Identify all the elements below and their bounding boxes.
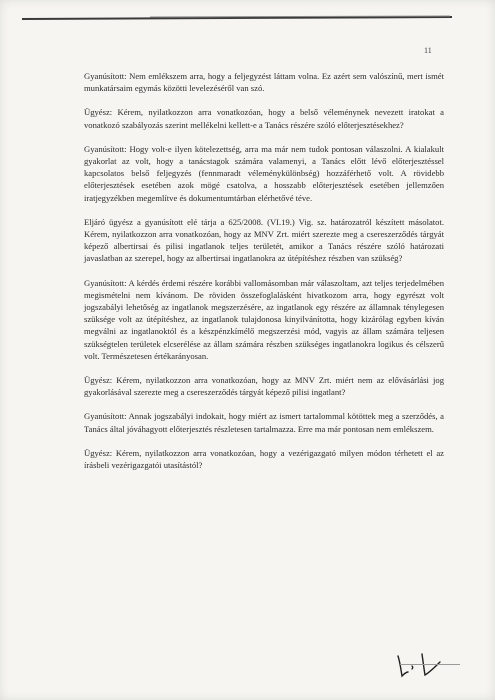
signature-line xyxy=(400,664,460,665)
paragraph: Gyanúsított: Hogy volt-e ilyen kötelezettség, arra ma már nem tudok pontosan válaszolni. A kialakult gyakorlat az volt, hogy a tanácstagok számára valamenyi, a Tanács előtt lévő előterjesztéssel kapcsolatos belső feljegyzés (fennmaradt véleménykülönbség) hozzáférhető volt. A rövidebb előterjesztések esetében azok mögé csatolva, a hosszabb előterjesztések esetében jellemzően iratjegyzékben megemlítve és dokumentumtárban elérhetővé téve. xyxy=(84,143,444,203)
paragraph: Ügyész: Kérem, nyilatkozzon arra vonatkozóan, hogy az MNV Zrt. miért nem az elővásárlási jog gyakorlásával szerezte meg a csereszerződés tárgyát képező pilisi ingatlant? xyxy=(84,375,444,398)
page-number: 11 xyxy=(424,46,432,55)
paragraph: Gyanúsított: A kérdés érdemi részére korábbi vallomásomban már válaszoltam, azt teljes terjedelmében megismételni nem kívánom. De röviden összefoglalásként hivatkozom arra, hogy egyrészt volt jogszabályi lehetőség az ingatlanok megszerzésére, az ingatlanok egy részére az államnak ténylegesen szüksége volt az útépítéshez, az ingatlanok tulajdonosa kinyilvánította, hogy kizárólag egyben kíván megválni az ingatlanoktól és a készpénzkímélő megszerzési mód, vagyis az állam számára teljesen szükségtelen területek elcserélése az állam számára részben szükséges ingatlanokra logikus és célszerű volt. Természetesen értékarányosan. xyxy=(84,277,444,361)
paragraph: Ügyész: Kérem, nyilatkozzon arra vonatkozóan, hogy a vezérigazgató milyen módon térhetett el az írásbeli vezérigazgatói utasítástól? xyxy=(84,447,444,471)
paragraph: Gyanúsított: Annak jogszabályi indokait, hogy miért az ismert tartalommal kötöttek meg a szerződés, a Tanács által jóváhagyott előterjesztés részletesen tartalmazza. Erre ma már pontosan nem emlékszem. xyxy=(84,411,444,434)
paragraph: Ügyész: Kérem, nyilatkozzon arra vonatkozóan, hogy a belső véleménynek nevezett iratokat a vonatkozó szabályozás szerint mellékelni kellett-e a Tanács részére szóló előterjesztésekhez? xyxy=(84,107,444,130)
handwritten-signature xyxy=(392,652,452,682)
paragraph: Gyanúsított: Nem emlékszem arra, hogy a feljegyzést láttam volna. Ez azért sem valószínű, mert ismét munkatársaim egymás közötti levelezéséről van szó. xyxy=(84,71,444,94)
document-body xyxy=(84,70,444,483)
paragraph: Eljáró ügyész a gyanúsított elé tárja a 625/2008. (VI.19.) Vig. sz. határozatról készített másolatot. Kérem, nyilatkozzon arra vonatkozóan, hogy az MNV Zrt. miért szerezte meg a csereszerződés tárgyát képező albertirsai és pilisi ingatlanok teljes területét, amikor a Tanács részére szóló határozati javaslatban az szerepel, hogy az albertirsai ingatlanokra az útépítéshez részben van szükség? xyxy=(84,216,444,264)
